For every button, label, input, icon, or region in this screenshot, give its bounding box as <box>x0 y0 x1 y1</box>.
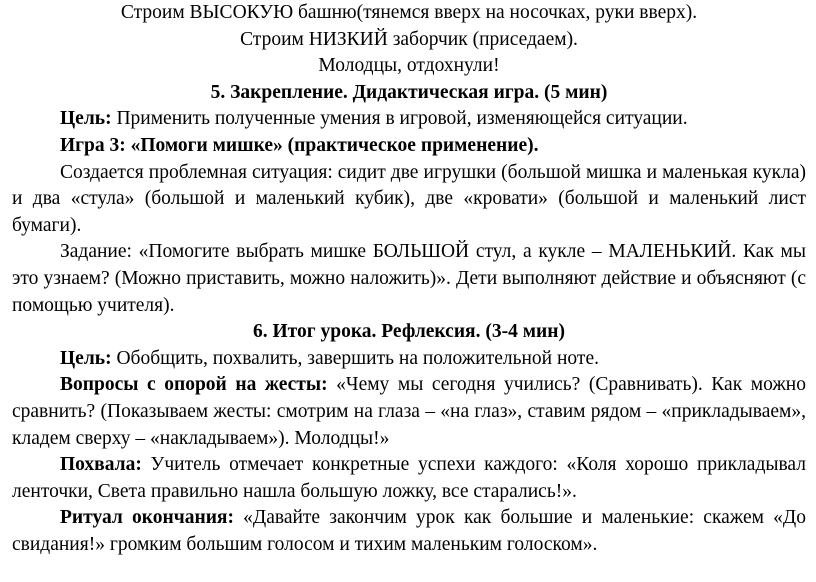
section-6-goal <box>12 346 806 373</box>
goal-text: Обобщить, похвалить, завершить на положительной ноте. <box>111 347 599 369</box>
ritual-text: «Давайте закончим урок как большие и маленькие: скажем «До свидания!» громким большим голосом и тихим маленьким голоском». <box>12 507 806 555</box>
ritual-label: Ритуал окончания: <box>60 507 234 529</box>
section-5-goal <box>12 106 806 133</box>
questions-label: Вопросы с опорой на жесты: <box>60 374 328 396</box>
praise-text: Учитель отмечает конкретные успехи каждого: «Коля хорошо прикладывал ленточки, Света правильно нашла большую ложку, все старались!». <box>12 454 806 502</box>
ritual-paragraph <box>12 505 806 558</box>
exercise-line-rested: Молодцы, отдохнули! <box>318 55 500 77</box>
problem-situation-paragraph: Создается проблемная ситуация: сидит две игрушки (большой мишка и маленькая кукла) и два «стула» (большой и маленький кубик), две «кровати» (большой и маленький лист бумаги). <box>12 161 806 236</box>
praise-paragraph <box>12 452 806 505</box>
goal-label: Цель: <box>60 108 112 130</box>
exercise-line-low-fence: Строим НИЗКИЙ заборчик (приседаем). <box>240 28 578 50</box>
praise-label: Похвала: <box>60 454 142 476</box>
task-paragraph: Задание: «Помогите выбрать мишке БОЛЬШОЙ стул, а кукле – МАЛЕНЬКИЙ. Как мы это узнаем? (Можно приставить, можно наложить)». Дети выполняют действие и объясняют (с помощью учителя). <box>12 241 806 316</box>
section-5-heading: 5. Закрепление. Дидактическая игра. (5 мин) <box>210 81 608 103</box>
goal-label: Цель: <box>60 347 112 369</box>
goal-text: Применить полученные умения в игровой, изменяющейся ситуации. <box>111 108 688 130</box>
exercise-line-tall-tower: Строим ВЫСОКУЮ башню(тянемся вверх на носочках, руки вверх). <box>120 2 698 23</box>
questions-paragraph <box>12 372 806 452</box>
game-3-title: Игра 3: «Помоги мишке» (практическое применение). <box>60 134 539 156</box>
section-6-heading: 6. Итог урока. Рефлексия. (3-4 мин) <box>253 321 565 343</box>
questions-text: «Чему мы сегодня учились? (Сравнивать). Как можно сравнить? (Показываем жесты: смотрим на глаза – «на глаз», ставим рядом – «прикладываем», кладем сверху – «накладываем»). Молодцы!» <box>12 374 806 449</box>
